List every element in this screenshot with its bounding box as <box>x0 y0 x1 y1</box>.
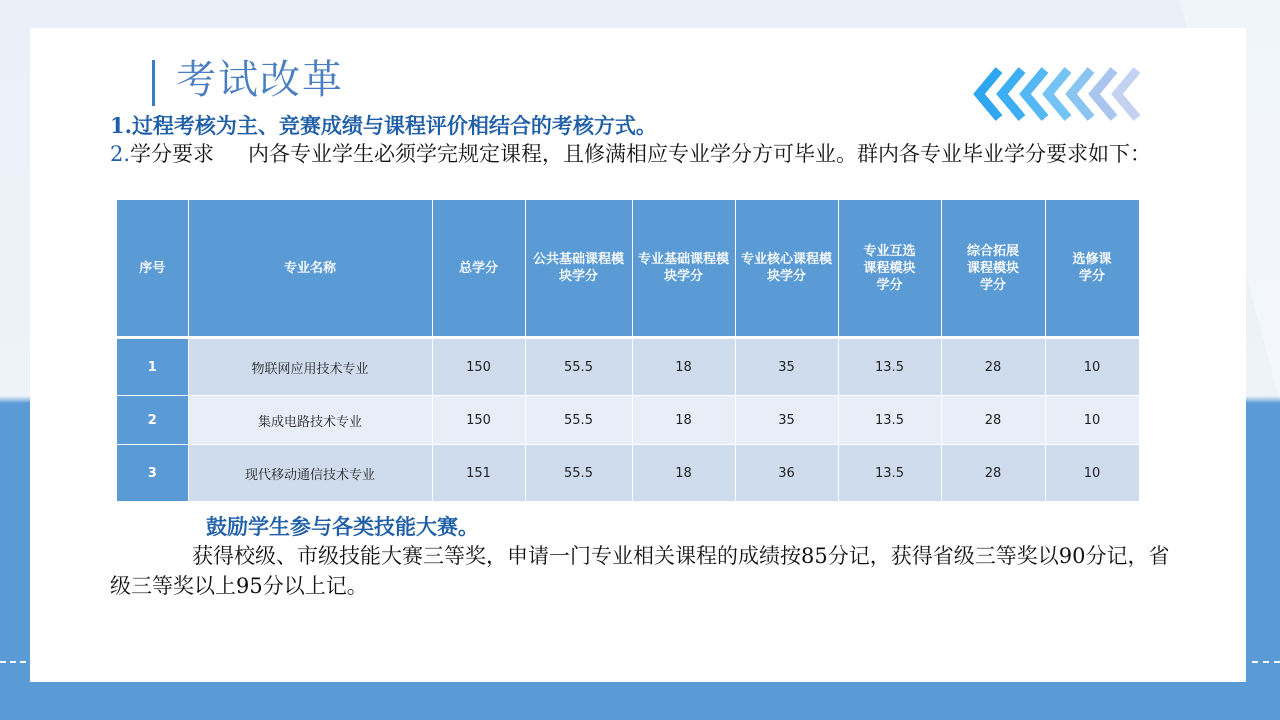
point-1-number: 1. <box>110 113 132 138</box>
cell-major: 集成电路技术专业 <box>188 396 432 445</box>
table-row <box>117 445 1139 502</box>
header-major-core: 专业核心课程模块学分 <box>735 200 838 338</box>
cell-total: 150 <box>432 396 525 445</box>
point-2-number: 2. <box>110 142 131 166</box>
cell-major: 物联网应用技术专业 <box>188 338 432 396</box>
title-accent-bar <box>152 60 155 106</box>
dashed-line-left <box>0 661 26 663</box>
chevrons-left-decoration-icon <box>972 66 1157 122</box>
cell-index: 3 <box>117 445 188 502</box>
cell-elective: 10 <box>1045 396 1139 445</box>
cell-major-elective-mutual: 13.5 <box>838 445 941 502</box>
table-row <box>117 396 1139 445</box>
header-total: 总学分 <box>432 200 525 338</box>
cell-major: 现代移动通信技术专业 <box>188 445 432 502</box>
header-elective: 选修课学分 <box>1045 200 1139 338</box>
header-major-basic: 专业基础课程模块学分 <box>632 200 735 338</box>
page-title: 考试改革 <box>176 57 344 103</box>
cell-comprehensive: 28 <box>941 338 1045 396</box>
cell-public-basic: 55.5 <box>525 445 632 502</box>
cell-public-basic: 55.5 <box>525 396 632 445</box>
cell-total: 151 <box>432 445 525 502</box>
point-2-label: 学分要求 <box>130 142 215 166</box>
cell-major-core: 35 <box>735 338 838 396</box>
credit-requirements-table <box>117 200 1140 502</box>
cell-index: 1 <box>117 338 188 396</box>
cell-index: 2 <box>117 396 188 445</box>
cell-elective: 10 <box>1045 338 1139 396</box>
cell-comprehensive: 28 <box>941 445 1045 502</box>
cell-total: 150 <box>432 338 525 396</box>
cell-major-basic: 18 <box>632 396 735 445</box>
dashed-line-right <box>1252 661 1280 663</box>
point-2-text: 内各专业学生必须学完规定课程，且修满相应专业学分方可毕业。群内各专业毕业学分要求如下： <box>248 142 1152 166</box>
cell-comprehensive: 28 <box>941 396 1045 445</box>
encourage-heading: 鼓励学生参与各类技能大赛。 <box>206 514 479 539</box>
cell-major-basic: 18 <box>632 338 735 396</box>
cell-major-elective-mutual: 13.5 <box>838 396 941 445</box>
header-major-elective-mutual: 专业互选课程模块学分 <box>838 200 941 338</box>
point-1-text: 过程考核为主、竞赛成绩与课程评价相结合的考核方式。 <box>131 113 657 138</box>
cell-major-core: 36 <box>735 445 838 502</box>
point-1 <box>110 111 657 140</box>
header-index: 序号 <box>117 200 188 338</box>
cell-public-basic: 55.5 <box>525 338 632 396</box>
cell-major-basic: 18 <box>632 445 735 502</box>
cell-major-elective-mutual: 13.5 <box>838 338 941 396</box>
header-public-basic: 公共基础课程模块学分 <box>525 200 632 338</box>
header-comprehensive: 综合拓展课程模块学分 <box>941 200 1045 338</box>
point-2 <box>110 140 1160 169</box>
cell-major-core: 35 <box>735 396 838 445</box>
award-paragraph: 获得校级、市级技能大赛三等奖，申请一门专业相关课程的成绩按85分记，获得省级三等奖以90分记，省级三等奖以上95分以上记。 <box>110 544 1170 598</box>
cell-elective: 10 <box>1045 445 1139 502</box>
table-row <box>117 338 1139 396</box>
header-major: 专业名称 <box>188 200 432 338</box>
table-header-row <box>117 200 1139 338</box>
